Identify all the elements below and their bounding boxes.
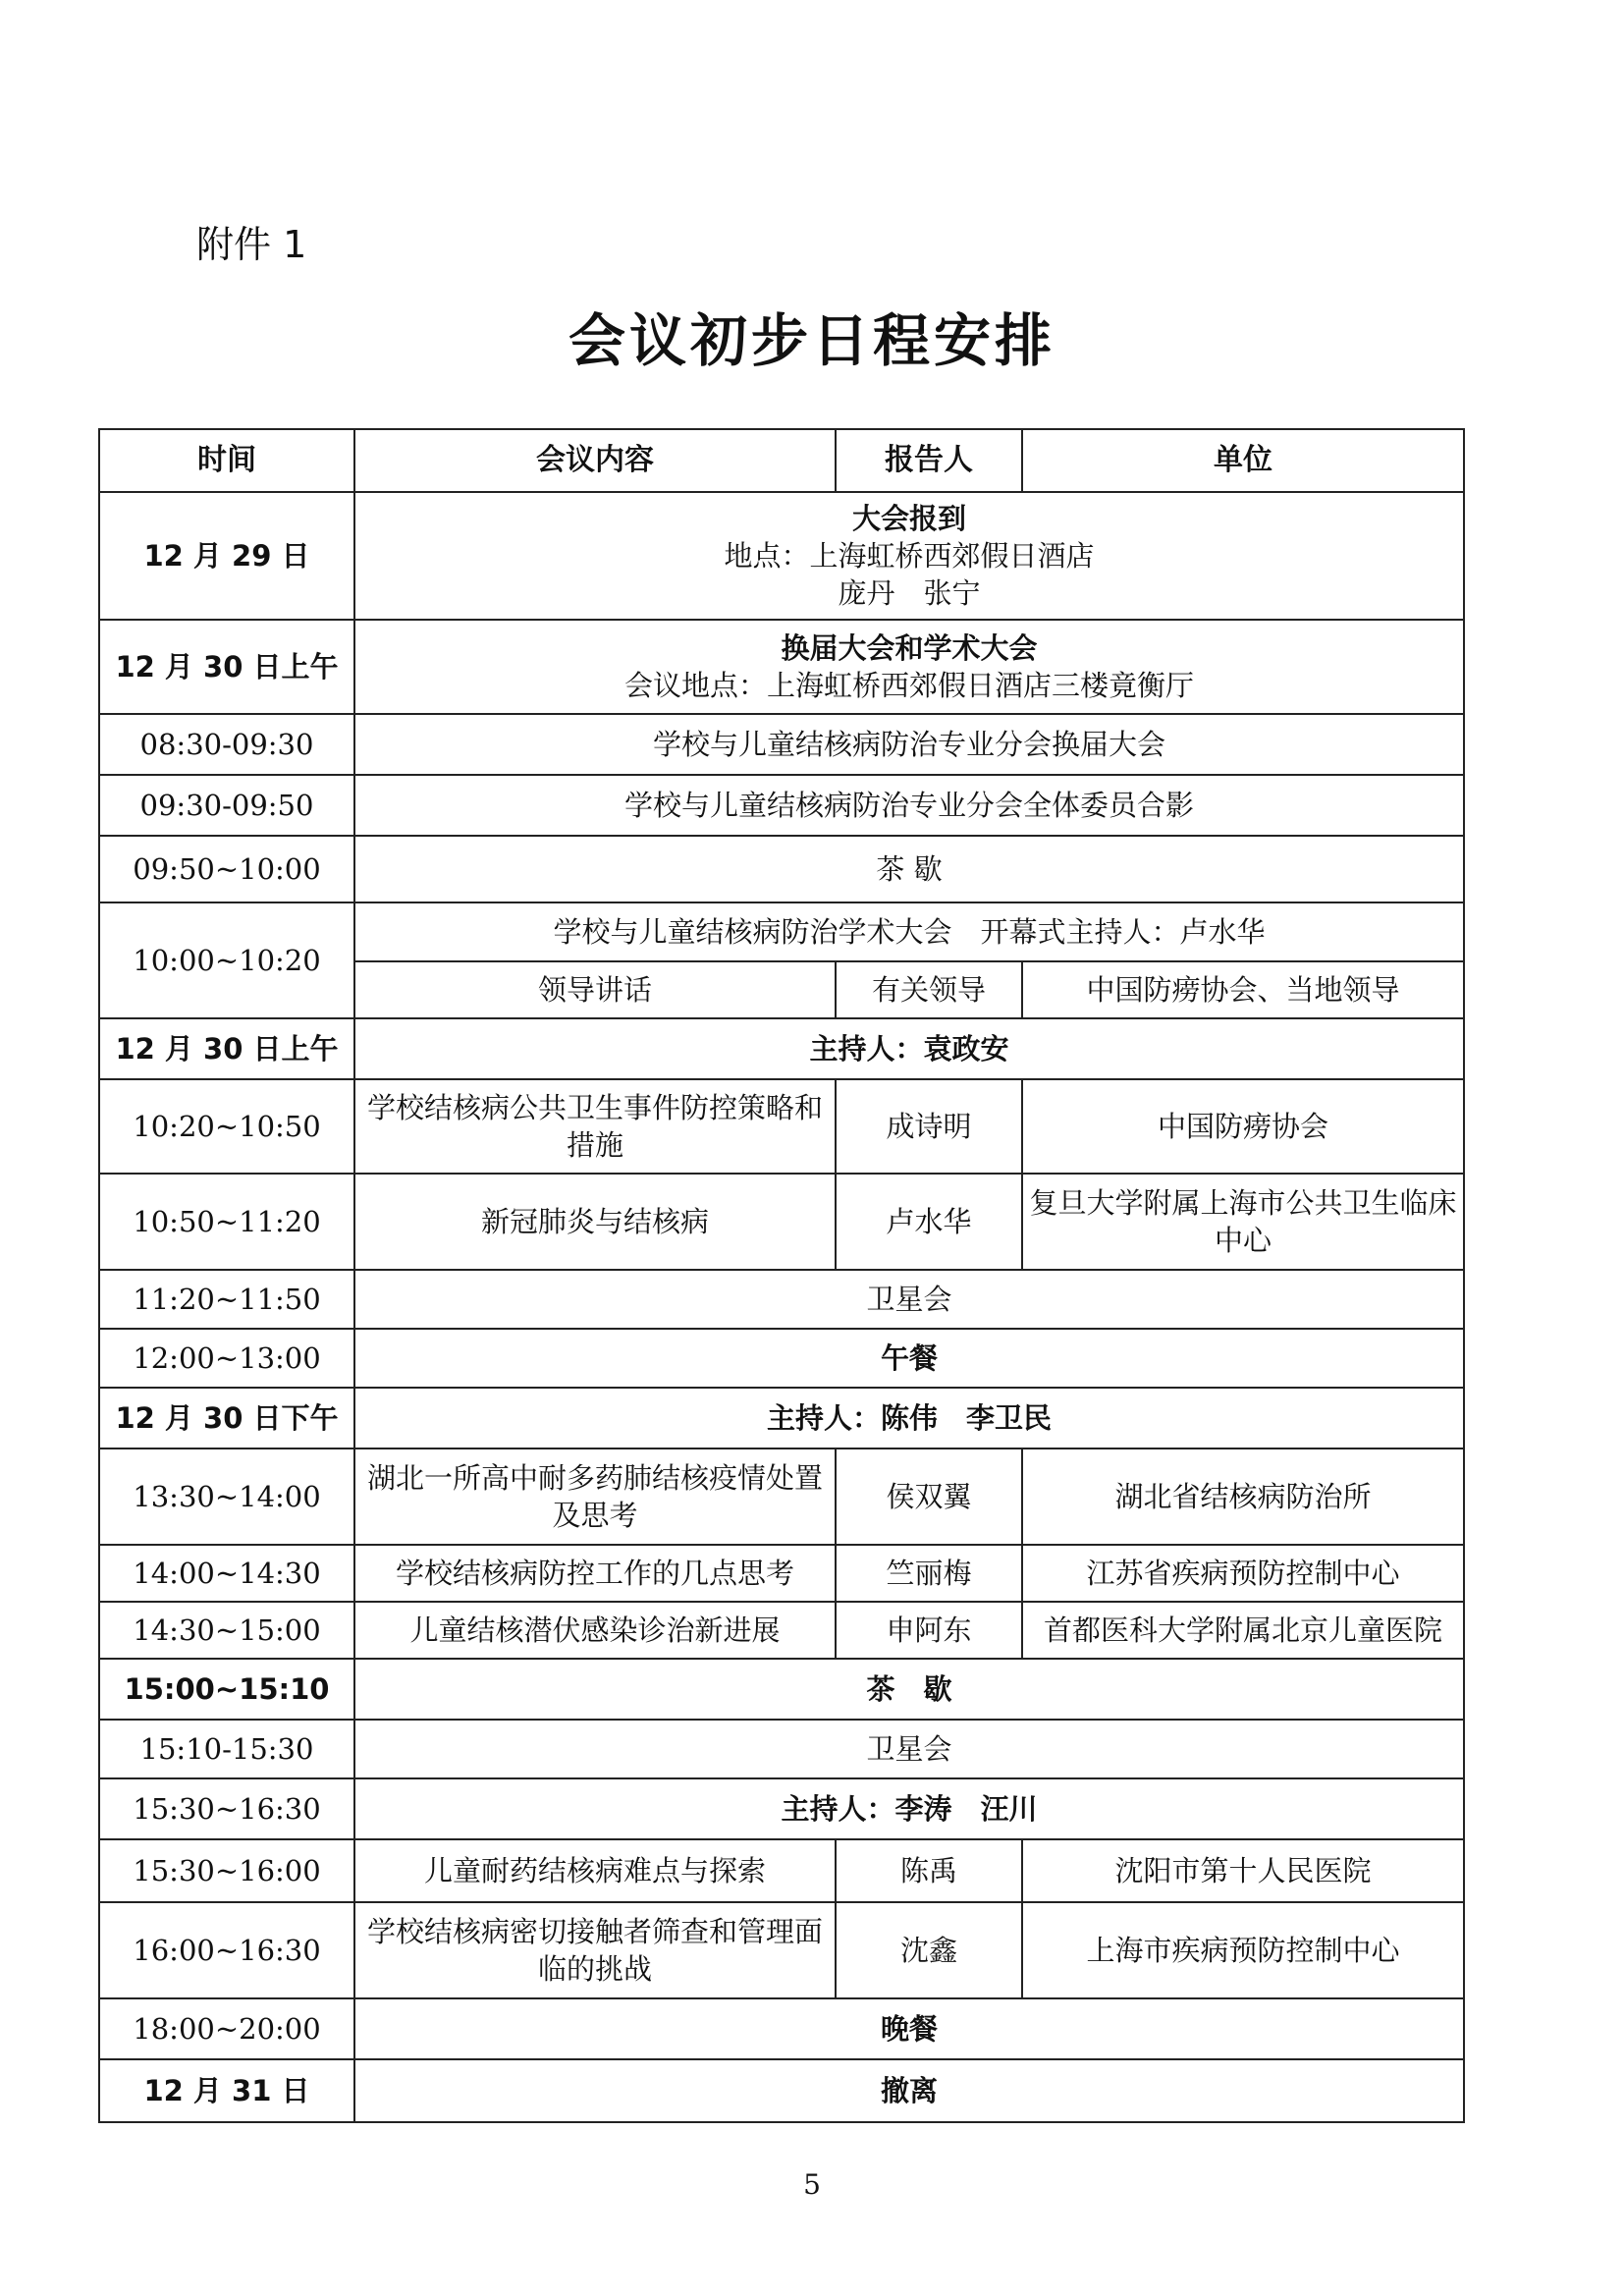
header-content: 会议内容 [354,429,836,492]
content-cell: 儿童耐药结核病难点与探索 [354,1839,836,1902]
table-row [99,492,1464,620]
content-line: 大会报到 [851,501,966,535]
time-cell: 14:00~14:30 [99,1545,354,1602]
unit-cell: 中国防痨协会 [1022,1079,1464,1174]
table-row [99,620,1464,714]
table-row [99,714,1464,775]
time-cell: 15:30~16:30 [99,1778,354,1839]
table-row [99,1388,1464,1449]
time-cell: 13:30~14:00 [99,1449,354,1545]
table-row [99,775,1464,836]
table-row [99,1329,1464,1388]
content-line: 会议地点：上海虹桥西郊假日酒店三楼竟衡厅 [623,669,1194,702]
speaker-cell: 侯双翼 [836,1449,1022,1545]
content-cell [354,492,1464,620]
content-cell: 领导讲话 [354,961,836,1018]
unit-cell: 湖北省结核病防治所 [1022,1449,1464,1545]
speaker-cell: 沈鑫 [836,1902,1022,1998]
time-cell: 10:50~11:20 [99,1174,354,1270]
content-cell: 晚餐 [354,1998,1464,2059]
table-row [99,1659,1464,1720]
content-cell: 学校结核病密切接触者筛查和管理面临的挑战 [354,1902,836,1998]
schedule-table [98,428,1465,2123]
unit-cell: 首都医科大学附属北京儿童医院 [1022,1602,1464,1659]
content-cell: 主持人：陈伟 李卫民 [354,1388,1464,1449]
time-cell: 10:00~10:20 [99,902,354,1018]
header-time: 时间 [99,429,354,492]
table-row [99,1602,1464,1659]
time-cell: 12 月 30 日上午 [99,1018,354,1079]
time-cell: 12:00~13:00 [99,1329,354,1388]
table-row [99,1998,1464,2059]
content-cell: 主持人：李涛 汪川 [354,1778,1464,1839]
content-cell: 新冠肺炎与结核病 [354,1174,836,1270]
time-cell: 11:20~11:50 [99,1270,354,1329]
content-cell: 茶 歇 [354,836,1464,902]
content-cell: 卫星会 [354,1270,1464,1329]
time-cell: 12 月 31 日 [99,2059,354,2122]
unit-cell: 复旦大学附属上海市公共卫生临床中心 [1022,1174,1464,1270]
time-cell: 09:30-09:50 [99,775,354,836]
content-cell: 学校结核病防控工作的几点思考 [354,1545,836,1602]
speaker-cell: 申阿东 [836,1602,1022,1659]
time-cell: 18:00~20:00 [99,1998,354,2059]
content-cell: 学校与儿童结核病防治学术大会 开幕式主持人：卢水华 [354,902,1464,961]
content-line: 换届大会和学术大会 [781,630,1038,665]
speaker-cell: 竺丽梅 [836,1545,1022,1602]
table-row [99,1449,1464,1545]
attachment-label: 附件 1 [196,223,307,266]
time-cell: 16:00~16:30 [99,1902,354,1998]
header-unit: 单位 [1022,429,1464,492]
table-row [99,1778,1464,1839]
unit-cell: 中国防痨协会、当地领导 [1022,961,1464,1018]
content-line: 地点：上海虹桥西郊假日酒店 [724,538,1095,573]
unit-cell: 上海市疾病预防控制中心 [1022,1902,1464,1998]
time-cell: 12 月 29 日 [99,492,354,620]
time-cell: 15:00~15:10 [99,1659,354,1720]
table-row [99,1839,1464,1902]
content-cell: 学校结核病公共卫生事件防控策略和措施 [354,1079,836,1174]
time-cell: 08:30-09:30 [99,714,354,775]
speaker-cell: 陈禹 [836,1839,1022,1902]
table-row [99,836,1464,902]
table-row [99,1545,1464,1602]
time-cell: 15:30~16:00 [99,1839,354,1902]
page-number: 5 [803,2168,821,2201]
speaker-cell: 卢水华 [836,1174,1022,1270]
header-speaker: 报告人 [836,429,1022,492]
time-cell: 14:30~15:00 [99,1602,354,1659]
table-row [99,2059,1464,2122]
content-cell: 主持人：袁政安 [354,1018,1464,1079]
content-cell: 学校与儿童结核病防治专业分会全体委员合影 [354,775,1464,836]
speaker-cell: 有关领导 [836,961,1022,1018]
table-row [99,1174,1464,1270]
content-cell: 午餐 [354,1329,1464,1388]
content-cell: 卫星会 [354,1720,1464,1778]
page-title: 会议初步日程安排 [568,307,1056,374]
header-row [99,429,1464,492]
content-cell: 湖北一所高中耐多药肺结核疫情处置及思考 [354,1449,836,1545]
unit-cell: 江苏省疾病预防控制中心 [1022,1545,1464,1602]
time-cell: 10:20~10:50 [99,1079,354,1174]
table-row [99,1720,1464,1778]
speaker-cell: 成诗明 [836,1079,1022,1174]
content-cell: 学校与儿童结核病防治专业分会换届大会 [354,714,1464,775]
time-cell: 12 月 30 日上午 [99,620,354,714]
content-cell: 撤离 [354,2059,1464,2122]
content-line: 庞丹 张宁 [838,576,981,611]
table-row [99,902,1464,961]
unit-cell: 沈阳市第十人民医院 [1022,1839,1464,1902]
table-row [99,1079,1464,1174]
table-row [99,1018,1464,1079]
table-row [99,1270,1464,1329]
content-cell: 茶 歇 [354,1659,1464,1720]
table-row [99,1902,1464,1998]
time-cell: 09:50~10:00 [99,836,354,902]
time-cell: 12 月 30 日下午 [99,1388,354,1449]
content-cell: 儿童结核潜伏感染诊治新进展 [354,1602,836,1659]
content-cell [354,620,1464,714]
time-cell: 15:10-15:30 [99,1720,354,1778]
